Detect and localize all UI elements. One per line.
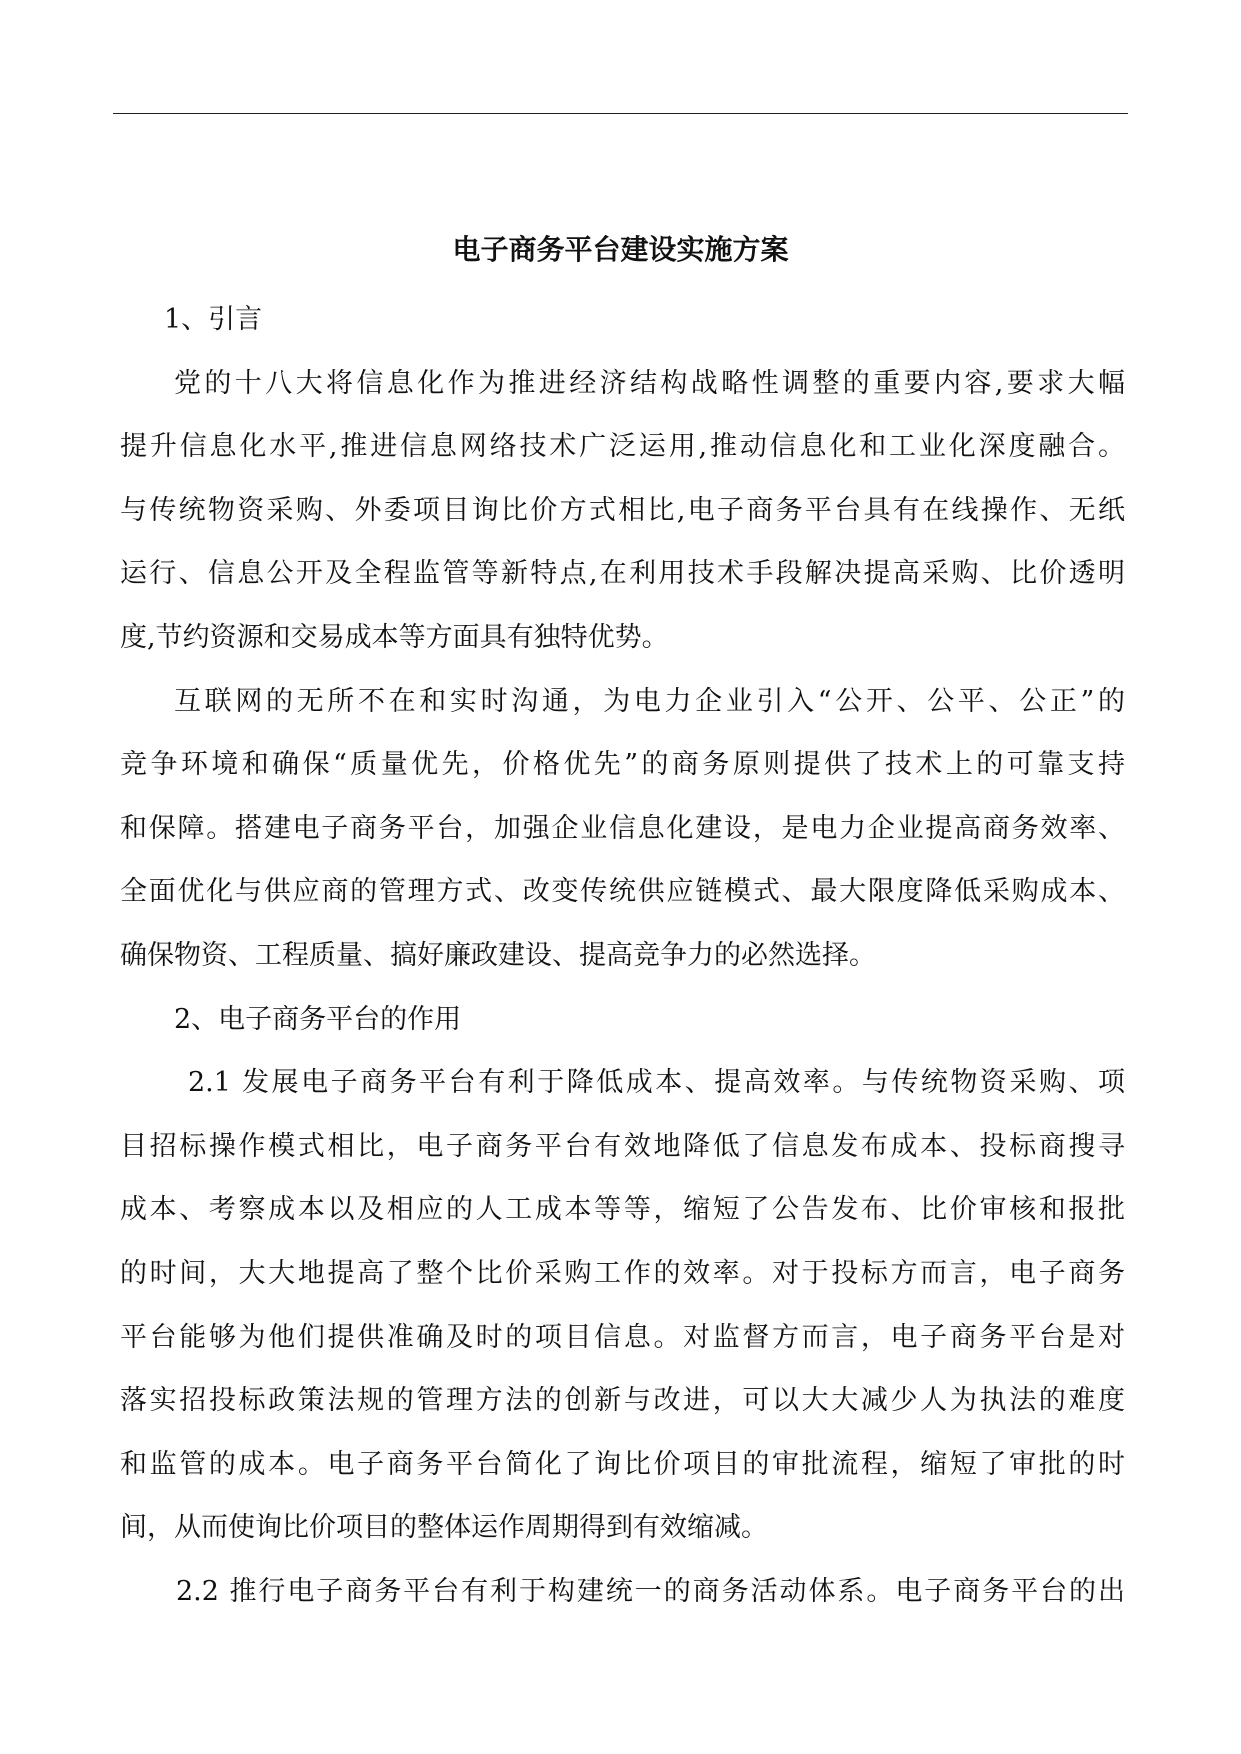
paragraph-line: 目招标操作模式相比，电子商务平台有效地降低了信息发布成本、投标商搜寻	[120, 1130, 1125, 1162]
paragraph	[120, 670, 1125, 988]
paragraph-line: 平台能够为他们提供准确及时的项目信息。对监督方而言，电子商务平台是对	[120, 1321, 1125, 1353]
paragraph-line: 竞争环境和确保“质量优先，价格优先”的商务原则提供了技术上的可靠支持	[120, 749, 1125, 781]
paragraph-line: 提升信息化水平,推进信息网络技术广泛运用,推动信息化和工业化深度融合。	[120, 431, 1125, 463]
paragraph-line: 全面优化与供应商的管理方式、改变传统供应链模式、最大限度降低采购成本、	[120, 876, 1125, 908]
paragraph-line: 互联网的无所不在和实时沟通，为电力企业引入“公开、公平、公正”的	[174, 685, 1125, 717]
paragraph	[120, 1560, 1125, 1624]
section-heading-introduction: 1、引言	[164, 304, 263, 335]
paragraph-line: 2.1 发展电子商务平台有利于降低成本、提高效率。与传统物资采购、项	[188, 1067, 1125, 1099]
paragraph-line: 运行、信息公开及全程监管等新特点,在利用技术手段解决提高采购、比价透明	[120, 558, 1125, 590]
paragraph-line: 党的十八大将信息化作为推进经济结构战略性调整的重要内容,要求大幅	[174, 367, 1125, 399]
paragraph-line: 2.2 推行电子商务平台有利于构建统一的商务活动体系。电子商务平台的出	[176, 1575, 1125, 1607]
section-heading-platform-role: 2、电子商务平台的作用	[174, 1003, 462, 1035]
paragraph	[120, 1051, 1125, 1560]
paragraph-line: 度,节约资源和交易成本等方面具有独特优势。	[120, 621, 669, 653]
paragraph-line: 确保物资、工程质量、搞好廉政建设、提高竞争力的必然选择。	[120, 939, 876, 971]
paragraph-line: 成本、考察成本以及相应的人工成本等等，缩短了公告发布、比价审核和报批	[120, 1194, 1125, 1226]
paragraph-line: 和保障。搭建电子商务平台，加强企业信息化建设，是电力企业提高商务效率、	[120, 812, 1125, 844]
paragraph	[120, 352, 1125, 670]
paragraph-line: 和监管的成本。电子商务平台简化了询比价项目的审批流程，缩短了审批的时	[120, 1448, 1125, 1480]
paragraph-line: 落实招投标政策法规的管理方法的创新与改进，可以大大减少人为执法的难度	[120, 1385, 1125, 1417]
paragraph-line: 与传统物资采购、外委项目询比价方式相比,电子商务平台具有在线操作、无纸	[120, 494, 1125, 526]
paragraph-line: 的时间，大大地提高了整个比价采购工作的效率。对于投标方而言，电子商务	[120, 1257, 1125, 1289]
header-rule	[113, 113, 1128, 114]
document-title: 电子商务平台建设实施方案	[452, 233, 789, 266]
document-body	[120, 288, 1125, 1623]
paragraph-line: 间，从而使询比价项目的整体运作周期得到有效缩减。	[120, 1512, 768, 1544]
